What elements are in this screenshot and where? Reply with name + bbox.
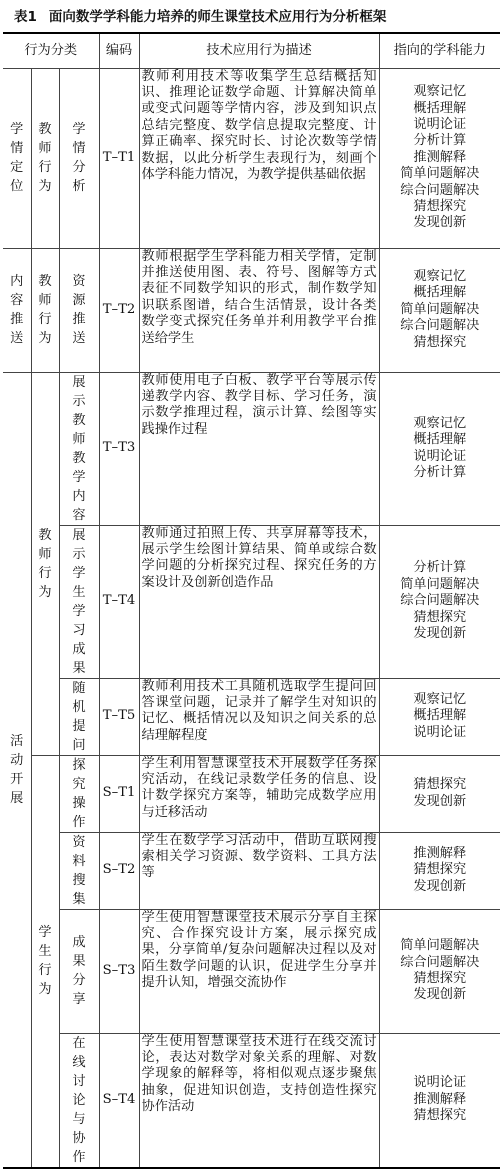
- sub-category: 展示教师教学内容: [59, 372, 99, 525]
- row-abilities: 推测解释 猜想探究 发现创新: [379, 832, 500, 909]
- row-code: T–T5: [99, 678, 139, 755]
- row-abilities: 观察记忆 概括理解 说明论证: [379, 678, 500, 755]
- table-row: [3, 248, 500, 372]
- header-category: 行为分类: [3, 33, 99, 68]
- row-code: S–T2: [99, 832, 139, 909]
- sub-category: 探究操作: [59, 755, 99, 832]
- header-row: [3, 33, 500, 68]
- header-description: 技术应用行为描述: [139, 33, 379, 68]
- row-description: 教师通过拍照上传、共享屏幕等技术，展示学生绘图计算结果、简单或综合数学问题的分析探究过程、探究任务的方案设计及创新创造作品: [139, 525, 379, 678]
- row-abilities: 说明论证 推测解释 猜想探究: [379, 1033, 500, 1168]
- framework-table: [3, 32, 500, 1169]
- row-code: T–T2: [99, 248, 139, 372]
- row-abilities: 观察记忆 概括理解 说明论证 分析计算: [379, 372, 500, 525]
- table-row: [3, 68, 500, 248]
- row-code: S–T4: [99, 1033, 139, 1168]
- row-abilities: 分析计算 简单问题解决 综合问题解决 猜想探究 发现创新: [379, 525, 500, 678]
- sub-category: 随机提问: [59, 678, 99, 755]
- table-row: [3, 372, 500, 525]
- sub-category: 资料搜集: [59, 832, 99, 909]
- table-number: 表1: [14, 9, 37, 25]
- table-row: [3, 909, 500, 1033]
- table-caption: [14, 6, 494, 28]
- row-description: 教师利用技术等收集学生总结概括知识、推理论证数学命题、计算解决简单或变式问题等学情内容，涉及到知识点总结完整度、数学信息提取完整度、计算正确率、探究时长、讨论次数等学情数据，以此分析学生表现行为，刻画个体学科能力情况，为教学提供基础依据: [139, 68, 379, 248]
- table-title: 面向数学学科能力培养的师生课堂技术应用行为分析框架: [48, 9, 387, 25]
- row-description: 教师根据学生学科能力相关学情，定制并推送使用图、表、符号、图解等方式表征不同数学知识的形式，制作数学知识联系图谱，结合生活情景，设计各类数学变式探究任务单并利用教学平台推送给学生: [139, 248, 379, 372]
- row-abilities: 观察记忆 概括理解 说明论证 分析计算 推测解释 简单问题解决 综合问题解决 猜想探究 发现创新: [379, 68, 500, 248]
- row-description: 教师使用电子白板、教学平台等展示传递教学内容、教学目标、学习任务，演示数学推理过程，演示计算、绘图等实践操作过程: [139, 372, 379, 525]
- sub-category: 学情分析: [59, 68, 99, 248]
- header-abilities: 指向的学科能力: [379, 33, 500, 68]
- row-code: T–T1: [99, 68, 139, 248]
- table-row: [3, 678, 500, 755]
- sub-category: 在线讨论与协作: [59, 1033, 99, 1168]
- row-description: 学生利用智慧课堂技术开展数学任务探究活动，在线记录数学任务的信息、设计数学探究方案等，辅助完成数学应用与迁移活动: [139, 755, 379, 832]
- actor-teacher-analysis: 教师行为: [31, 68, 59, 248]
- row-code: T–T3: [99, 372, 139, 525]
- sub-category: 成果分享: [59, 909, 99, 1033]
- actor-teacher-activity: 教师行为: [31, 372, 59, 755]
- row-abilities: 猜想探究 发现创新: [379, 755, 500, 832]
- row-description: 学生使用智慧课堂技术进行在线交流讨论，表达对数学对象关系的理解、对数学现象的解释等，将相似观点逐步聚焦抽象，促进知识创造，支持创造性探究协作活动: [139, 1033, 379, 1168]
- stage-activity: 活动开展: [3, 372, 31, 1168]
- row-code: S–T1: [99, 755, 139, 832]
- actor-teacher-content: 教师行为: [31, 248, 59, 372]
- row-abilities: 简单问题解决 综合问题解决 猜想探究 发现创新: [379, 909, 500, 1033]
- sub-category: 资源推送: [59, 248, 99, 372]
- stage-content: 内容推送: [3, 248, 31, 372]
- table-row: [3, 832, 500, 909]
- row-code: T–T4: [99, 525, 139, 678]
- table-row: [3, 755, 500, 832]
- sub-category: 展示学生学习成果: [59, 525, 99, 678]
- actor-student: 学生行为: [31, 755, 59, 1168]
- table-row: [3, 525, 500, 678]
- row-code: S–T3: [99, 909, 139, 1033]
- row-abilities: 观察记忆 概括理解 简单问题解决 综合问题解决 猜想探究: [379, 248, 500, 372]
- row-description: 教师利用技术工具随机选取学生提问回答课堂问题，记录并了解学生对知识的记忆、概括情况以及知识之间关系的总结理解程度: [139, 678, 379, 755]
- row-description: 学生在数学学习活动中，借助互联网搜索相关学习资源、数学资料、工具方法等: [139, 832, 379, 909]
- row-description: 学生使用智慧课堂技术展示分享自主探究、合作探究设计方案，展示探究成果，分享简单/复杂问题解决过程以及对陌生数学问题的认识，促进学生分享并提升认知，增强交流协作: [139, 909, 379, 1033]
- stage-analysis: 学情定位: [3, 68, 31, 248]
- table-row: [3, 1033, 500, 1168]
- header-code: 编码: [99, 33, 139, 68]
